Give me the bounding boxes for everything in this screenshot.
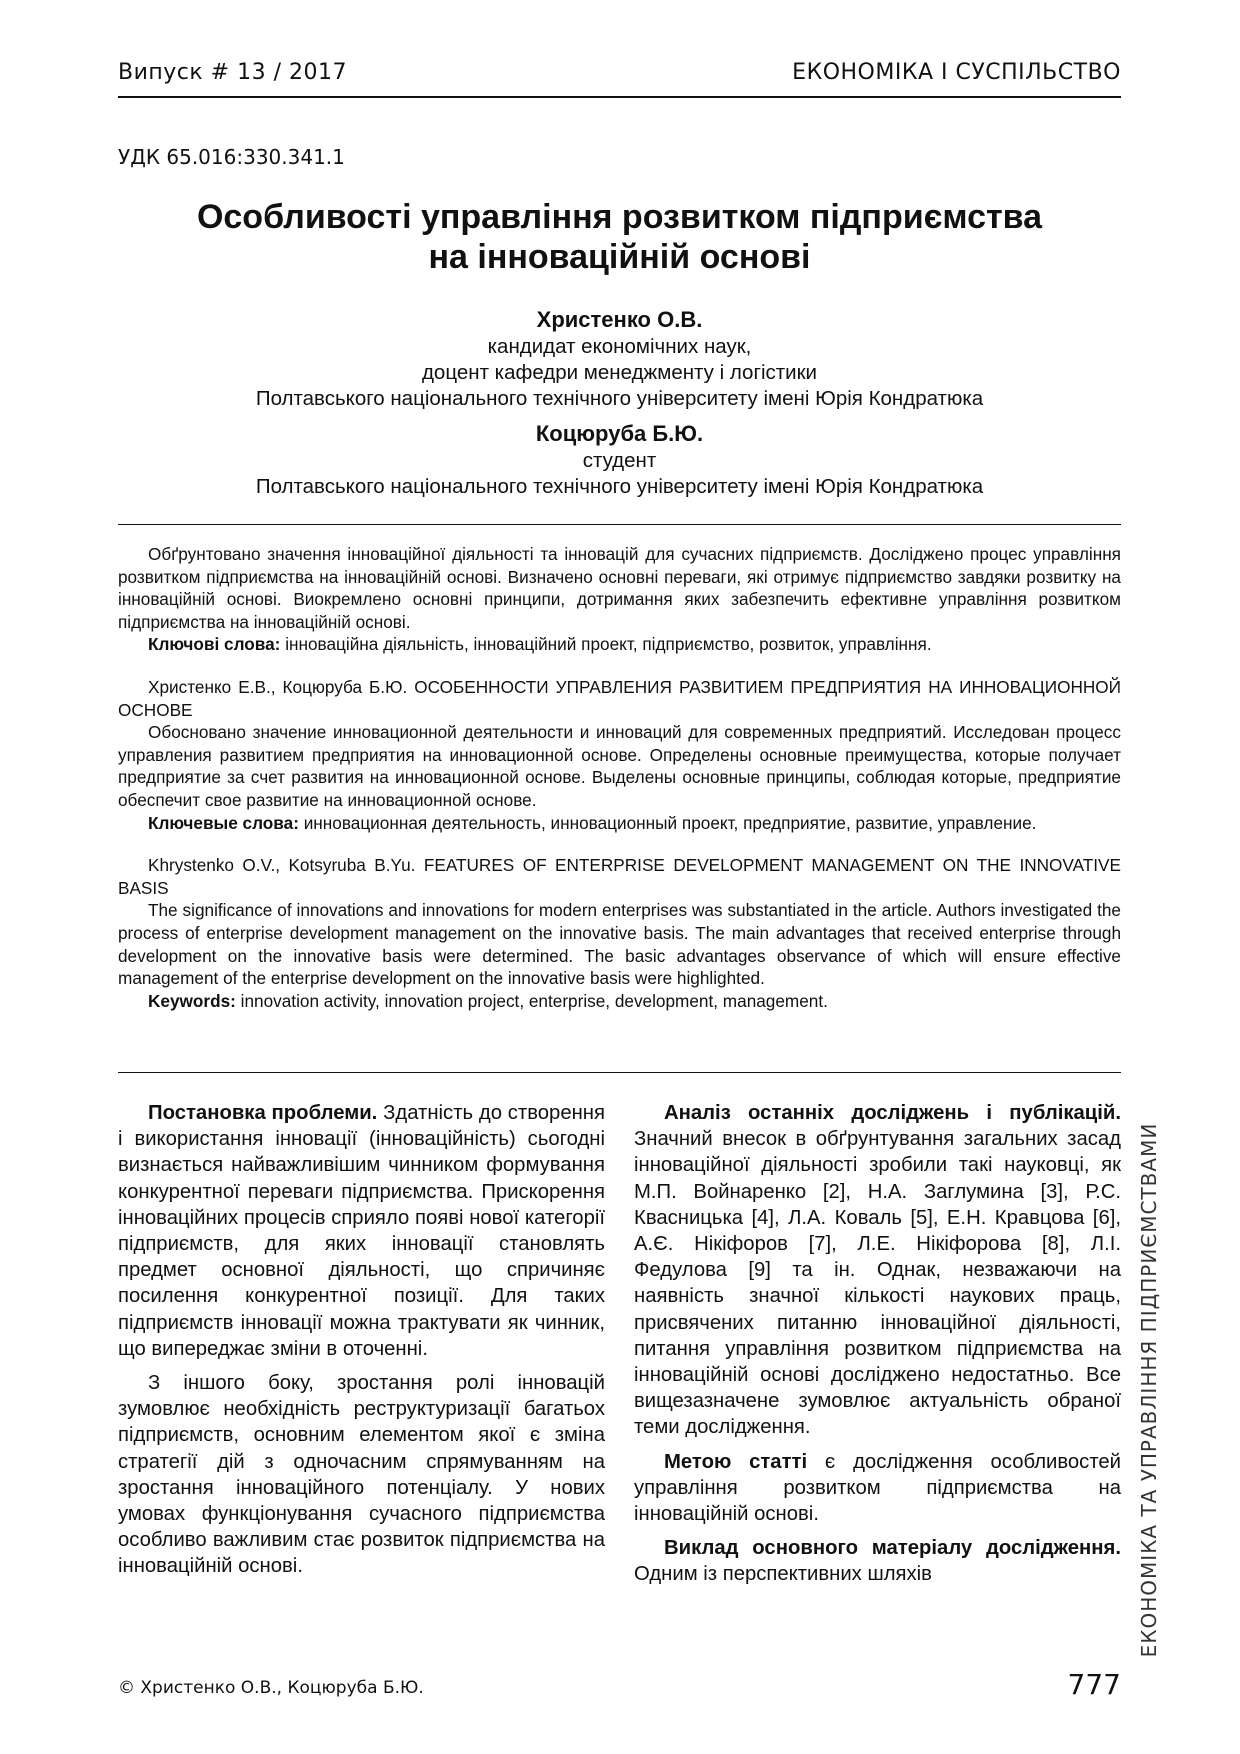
keywords-label: Keywords: <box>148 990 236 1011</box>
keywords-text: инновационная деятельность, инновационный проект, предприятие, развитие, управление. <box>303 812 1037 833</box>
author-affiliation-line: Полтавського національного технічного університету імені Юрія Кондратюка <box>255 387 984 410</box>
paragraph-text: З іншого боку, зростання ролі інновацій зумовлює необхідність реструктуризації багатьох підприємств, основним елементом якої є зміна стратегії дій з одночасним спрямуванням на зростання інноваційного потенціалу. У нових умовах функціонування сучасного підприємства особливо важливим стає розвиток підприємства на інноваційній основі. <box>118 1372 605 1578</box>
abstract-ru-keywords <box>118 812 1121 835</box>
author-name: Христенко О.В. <box>536 307 703 332</box>
copyright-notice: © Христенко О.В., Коцюруба Б.Ю. <box>118 1678 424 1698</box>
section-side-label-text: ЕКОНОМІКА ТА УПРАВЛІННЯ ПІДПРИЄМСТВАМИ <box>1137 1122 1161 1658</box>
body-column-left <box>118 1100 605 1580</box>
body-paragraph <box>634 1535 1121 1587</box>
section-side-label <box>1130 1110 1168 1670</box>
abstract-ru-heading: Христенко Е.В., Коцюруба Б.Ю. ОСОБЕННОСТИ УПРАВЛЕНИЯ РАЗВИТИЕМ ПРЕДПРИЯТИЯ НА ИННОВАЦИОННОЙ ОСНОВЕ <box>118 676 1121 720</box>
author-affiliation-line: доцент кафедри менеджменту і логістики <box>421 361 818 384</box>
journal-title: ЕКОНОМІКА І СУСПІЛЬСТВО <box>792 60 1121 85</box>
page-number: 777 <box>1067 1668 1121 1701</box>
abstract-en-heading: Khrystenko O.V., Kotsyruba B.Yu. FEATURES OF ENTERPRISE DEVELOPMENT MANAGEMENT ON THE INNOVATIVE BASIS <box>118 855 1121 898</box>
paragraph-lead: Аналіз останніх досліджень і публікацій. <box>664 1102 1121 1124</box>
paragraph-lead: Виклад основного матеріалу дослідження. <box>664 1537 1121 1560</box>
keywords-label: Ключові слова: <box>148 634 281 655</box>
author-affiliation-line: кандидат економічних наук, <box>487 335 752 358</box>
udk-code: УДК 65.016:330.341.1 <box>118 145 345 169</box>
author-name: Коцюруба Б.Ю. <box>535 421 704 446</box>
abstracts-block <box>118 543 1121 1012</box>
paragraph-text: Здатність до створення і використання інновації (інноваційність) сьогодні визнається найважливішим чинником формування конкурентної переваги підприємства. Прискорення інноваційних процесів сприяло появі нової категорії підприємств, для яких інновації становлять предмет основної діяльності, що спричиняє посилення конкурентної позиції. Для таких підприємств інновації можна трактувати як чинник, що випереджає зміни в оточенні. <box>118 1102 605 1360</box>
paragraph-text: є дослідження особливостей управління розвитком підприємства на інноваційній основі. <box>634 1450 1121 1526</box>
author-affiliation-line: Полтавського національного технічного університету імені Юрія Кондратюка <box>255 475 984 498</box>
body-paragraph <box>118 1370 605 1580</box>
keywords-label: Ключевые слова: <box>148 812 299 833</box>
paragraph-text: Одним із перспективних шляхів <box>634 1563 932 1586</box>
abstract-en-keywords <box>118 990 1121 1013</box>
body-paragraph <box>634 1100 1121 1441</box>
abstract-ru-text: Обосновано значение инновационной деятельности и инноваций для современных предприятий. Исследован процесс управления развитием предприятия на инновационной основе. Определены основные преимущества, которые получает предприятие за счет развития на инновационной основе. Выделены основные принципы, соблюдая которые, предприятие обеспечит свое развитие на инновационной основе. <box>118 722 1121 810</box>
abstract-bottom-divider <box>118 1072 1121 1073</box>
keywords-text: innovation activity, innovation project, enterprise, development, management. <box>240 990 828 1011</box>
authors-block <box>118 306 1121 500</box>
abstract-top-divider <box>118 524 1121 525</box>
title-line-2: на інноваційній основі <box>428 238 811 276</box>
issue-label: Випуск # 13 / 2017 <box>118 60 347 85</box>
abstract-en-text: The significance of innovations and innovations for modern enterprises was substantiated in the article. Authors investigated the process of enterprise development management on the innovative basis. The main advantages that received enterprise through development on the innovative basis were determined. The basic advantages observance of which will ensure effective management of the enterprise development on the innovative basis were highlighted. <box>118 900 1121 989</box>
abstract-ua-keywords <box>118 633 1121 656</box>
paragraph-lead: Метою статті <box>664 1450 808 1473</box>
paragraph-text: Значний внесок в обґрунтування загальних засад інноваційної діяльності зробили такі науковці, як М.П. Войнаренко [2], Н.А. Заглумина [3], Р.С. Квасницька [4], Л.А. Коваль [5], Е.Н. Кравцова [6], А.Є. Нікіфоров [7], Л.Е. Нікіфорова [8], Л.І. Федулова [9] та ін. Однак, незважаючи на наявність значної кількості наукових праць, присвячених питанню інноваційної діяльності, питання управління розвитком підприємства на інноваційній основі досліджено недостатньо. Все вищезазначене зумовлює актуальність обраної теми дослідження. <box>634 1128 1121 1439</box>
paragraph-lead: Постановка проблеми. <box>148 1102 378 1124</box>
keywords-text: інноваційна діяльність, інноваційний проект, підприємство, розвиток, управління. <box>285 634 932 655</box>
title-line-1: Особливості управління розвитком підприємства <box>196 198 1043 236</box>
header-divider <box>118 96 1121 98</box>
body-paragraph <box>634 1449 1121 1528</box>
body-column-right <box>634 1100 1121 1588</box>
article-title <box>118 197 1121 277</box>
body-paragraph <box>118 1100 605 1362</box>
author-affiliation-line: студент <box>582 449 657 472</box>
abstract-ua-text: Обґрунтовано значення інноваційної діяльності та інновацій для сучасних підприємств. Досліджено процес управління розвитком підприємства на інноваційній основі. Визначено основні переваги, які отримує підприємство завдяки розвитку на інноваційній основі. Виокремлено основні принципи, дотримання яких забезпечить ефективне управління розвитком підприємства на інноваційній основі. <box>118 544 1121 632</box>
